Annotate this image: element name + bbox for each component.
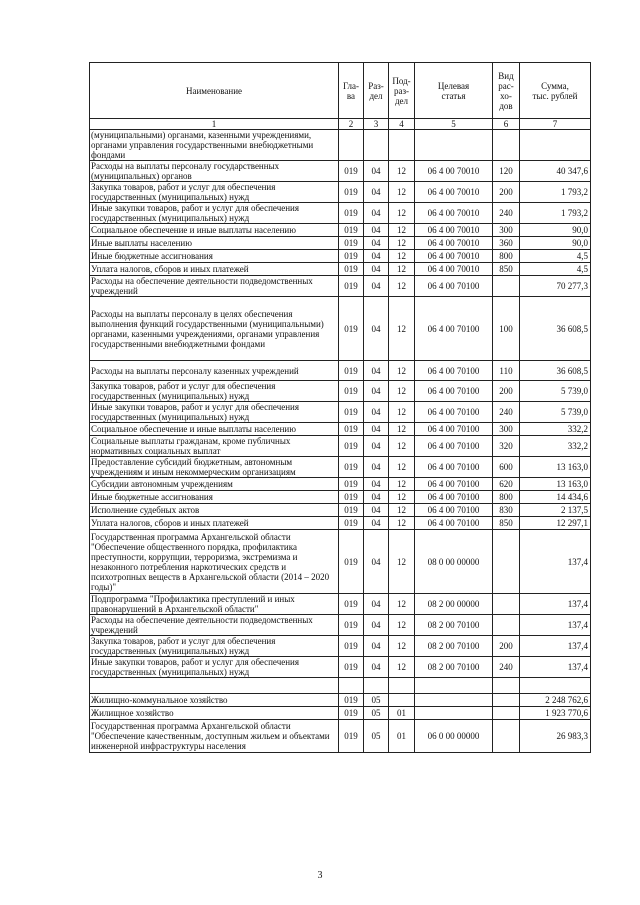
cell-podrazdel: 12 <box>389 615 415 636</box>
cell-razdel: 04 <box>364 594 389 615</box>
cell-sum: 1 793,2 <box>520 203 591 224</box>
cell-vid: 600 <box>493 457 520 478</box>
cell-vid: 200 <box>493 182 520 203</box>
cell-razdel: 04 <box>364 237 389 250</box>
cell-razdel: 04 <box>364 530 389 594</box>
cell-podrazdel: 12 <box>389 297 415 361</box>
cell-glava: 019 <box>339 594 364 615</box>
table-row <box>90 130 591 161</box>
cell-razdel: 04 <box>364 381 389 402</box>
table-row <box>90 491 591 504</box>
cell-target: 06 4 00 70100 <box>415 402 493 423</box>
table-row <box>90 504 591 517</box>
cell-razdel: 04 <box>364 517 389 530</box>
col-number: 4 <box>389 119 415 130</box>
table-row <box>90 436 591 457</box>
cell-sum: 332,2 <box>520 436 591 457</box>
cell-razdel: 04 <box>364 224 389 237</box>
cell-sum: 4,5 <box>520 250 591 263</box>
cell-razdel: 04 <box>364 203 389 224</box>
cell-glava: 019 <box>339 361 364 381</box>
cell-podrazdel <box>389 694 415 707</box>
cell-name: Закупка товаров, работ и услуг для обеспечения государственных (муниципальных) нужд <box>90 182 339 203</box>
table-row <box>90 615 591 636</box>
cell-target: 06 4 00 70100 <box>415 276 493 297</box>
cell-glava: 019 <box>339 491 364 504</box>
table-row <box>90 720 591 753</box>
cell-podrazdel: 12 <box>389 161 415 182</box>
cell-glava: 019 <box>339 237 364 250</box>
cell-vid: 200 <box>493 381 520 402</box>
cell-vid <box>493 720 520 753</box>
cell-podrazdel: 12 <box>389 436 415 457</box>
cell-sum: 90,0 <box>520 237 591 250</box>
cell-podrazdel: 12 <box>389 250 415 263</box>
cell-target: 06 4 00 70010 <box>415 237 493 250</box>
cell-glava: 019 <box>339 250 364 263</box>
cell-name: Социальные выплаты гражданам, кроме публичных нормативных социальных выплат <box>90 436 339 457</box>
cell-vid: 110 <box>493 361 520 381</box>
table-row <box>90 276 591 297</box>
cell-vid: 120 <box>493 161 520 182</box>
cell-vid <box>493 130 520 161</box>
cell-podrazdel: 01 <box>389 720 415 753</box>
cell-sum: 12 297,1 <box>520 517 591 530</box>
cell-target: 06 4 00 70100 <box>415 457 493 478</box>
cell-podrazdel: 12 <box>389 478 415 491</box>
cell-vid <box>493 615 520 636</box>
cell-sum: 40 347,6 <box>520 161 591 182</box>
cell-glava <box>339 130 364 161</box>
column-number-row <box>90 119 591 130</box>
cell-glava: 019 <box>339 615 364 636</box>
cell-target <box>415 707 493 720</box>
cell-target: 08 2 00 70100 <box>415 615 493 636</box>
cell-name: Государственная программа Архангельской области "Обеспечение общественного порядка, профилактика преступности, коррупции, терроризма, экстремизма и незаконного потребления наркотических средств и психотропных веществ в Архангельской области (2014 – 2020 годы)" <box>90 530 339 594</box>
cell-target: 06 4 00 70100 <box>415 478 493 491</box>
cell-name: Закупка товаров, работ и услуг для обеспечения государственных (муниципальных) нужд <box>90 381 339 402</box>
cell-razdel <box>364 130 389 161</box>
cell-sum: 13 163,0 <box>520 457 591 478</box>
cell-name: Уплата налогов, сборов и иных платежей <box>90 517 339 530</box>
cell-razdel: 04 <box>364 250 389 263</box>
cell-podrazdel: 12 <box>389 491 415 504</box>
cell-name <box>90 678 339 694</box>
cell-name: Иные закупки товаров, работ и услуг для обеспечения государственных (муниципальных) нужд <box>90 402 339 423</box>
cell-sum: 1 793,2 <box>520 182 591 203</box>
cell-vid: 240 <box>493 657 520 678</box>
cell-razdel: 05 <box>364 694 389 707</box>
cell-sum: 137,4 <box>520 636 591 657</box>
cell-razdel: 04 <box>364 436 389 457</box>
cell-glava: 019 <box>339 161 364 182</box>
cell-razdel: 04 <box>364 657 389 678</box>
cell-glava: 019 <box>339 720 364 753</box>
cell-target: 06 4 00 70100 <box>415 436 493 457</box>
cell-podrazdel <box>389 678 415 694</box>
cell-glava: 019 <box>339 657 364 678</box>
page-number: 3 <box>317 870 323 881</box>
cell-name: Исполнение судебных актов <box>90 504 339 517</box>
col-number: 3 <box>364 119 389 130</box>
cell-target: 08 2 00 70100 <box>415 657 493 678</box>
cell-sum: 36 608,5 <box>520 297 591 361</box>
cell-name: Предоставление субсидий бюджетным, автономным учреждениям и иным некоммерческим организациям <box>90 457 339 478</box>
header-razdel: Раз- дел <box>364 63 389 119</box>
table-row <box>90 361 591 381</box>
cell-vid <box>493 594 520 615</box>
table-row <box>90 707 591 720</box>
cell-vid <box>493 678 520 694</box>
cell-glava: 019 <box>339 297 364 361</box>
cell-sum: 14 434,6 <box>520 491 591 504</box>
table-row <box>90 297 591 361</box>
cell-podrazdel: 12 <box>389 361 415 381</box>
cell-target: 06 4 00 70010 <box>415 203 493 224</box>
cell-target: 06 4 00 70010 <box>415 224 493 237</box>
table-row <box>90 182 591 203</box>
cell-vid: 240 <box>493 402 520 423</box>
cell-razdel: 05 <box>364 707 389 720</box>
cell-name: Расходы на выплаты персоналу в целях обеспечения выполнения функций государственными (муниципальными) органами, казенными учреждениями, органами управления государственными внебюджетными фондами <box>90 297 339 361</box>
cell-target: 08 2 00 00000 <box>415 594 493 615</box>
cell-razdel: 05 <box>364 720 389 753</box>
cell-vid: 850 <box>493 517 520 530</box>
cell-name: Закупка товаров, работ и услуг для обеспечения государственных (муниципальных) нужд <box>90 636 339 657</box>
table-row <box>90 594 591 615</box>
cell-sum: 2 137,5 <box>520 504 591 517</box>
cell-razdel: 04 <box>364 263 389 276</box>
table-row <box>90 224 591 237</box>
cell-glava: 019 <box>339 203 364 224</box>
cell-podrazdel: 12 <box>389 402 415 423</box>
cell-sum: 4,5 <box>520 263 591 276</box>
cell-vid: 800 <box>493 491 520 504</box>
cell-name: Жилищно-коммунальное хозяйство <box>90 694 339 707</box>
cell-glava <box>339 678 364 694</box>
header-sum: Сумма, тыс. рублей <box>520 63 591 119</box>
col-number: 6 <box>493 119 520 130</box>
cell-target: 06 4 00 70100 <box>415 423 493 436</box>
cell-target: 08 2 00 70100 <box>415 636 493 657</box>
header-glava: Гла- ва <box>339 63 364 119</box>
cell-razdel: 04 <box>364 276 389 297</box>
table-row <box>90 678 591 694</box>
cell-razdel: 04 <box>364 161 389 182</box>
cell-target: 06 4 00 70010 <box>415 263 493 276</box>
table-row <box>90 636 591 657</box>
table-body <box>90 130 591 753</box>
cell-podrazdel: 12 <box>389 237 415 250</box>
cell-vid <box>493 707 520 720</box>
cell-podrazdel: 12 <box>389 457 415 478</box>
cell-name: Иные бюджетные ассигнования <box>90 250 339 263</box>
header-target: Целевая статья <box>415 63 493 119</box>
cell-podrazdel: 12 <box>389 276 415 297</box>
cell-name: Расходы на обеспечение деятельности подведомственных учреждений <box>90 615 339 636</box>
cell-target: 06 4 00 70100 <box>415 517 493 530</box>
cell-podrazdel: 12 <box>389 203 415 224</box>
cell-vid: 240 <box>493 203 520 224</box>
cell-sum: 70 277,3 <box>520 276 591 297</box>
table-row <box>90 530 591 594</box>
cell-glava: 019 <box>339 694 364 707</box>
cell-name: Социальное обеспечение и иные выплаты населению <box>90 423 339 436</box>
cell-glava: 019 <box>339 707 364 720</box>
cell-glava: 019 <box>339 436 364 457</box>
cell-vid: 830 <box>493 504 520 517</box>
cell-razdel: 04 <box>364 504 389 517</box>
cell-vid: 300 <box>493 224 520 237</box>
cell-target: 06 4 00 70100 <box>415 491 493 504</box>
cell-glava: 019 <box>339 402 364 423</box>
header-podrazdel: Под- раз- дел <box>389 63 415 119</box>
cell-target: 06 4 00 70010 <box>415 250 493 263</box>
cell-glava: 019 <box>339 457 364 478</box>
cell-vid: 620 <box>493 478 520 491</box>
table-row <box>90 657 591 678</box>
cell-glava: 019 <box>339 478 364 491</box>
cell-podrazdel: 12 <box>389 224 415 237</box>
cell-podrazdel: 01 <box>389 707 415 720</box>
cell-sum: 5 739,0 <box>520 381 591 402</box>
cell-vid <box>493 530 520 594</box>
cell-glava: 019 <box>339 263 364 276</box>
table-row <box>90 457 591 478</box>
cell-razdel: 04 <box>364 402 389 423</box>
table-row <box>90 517 591 530</box>
cell-glava: 019 <box>339 530 364 594</box>
table-row <box>90 203 591 224</box>
cell-target: 08 0 00 00000 <box>415 530 493 594</box>
cell-podrazdel: 12 <box>389 263 415 276</box>
cell-name: Жилищное хозяйство <box>90 707 339 720</box>
col-number: 5 <box>415 119 493 130</box>
cell-vid: 300 <box>493 423 520 436</box>
table-row <box>90 423 591 436</box>
cell-sum: 137,4 <box>520 594 591 615</box>
cell-name: Подпрограмма "Профилактика преступлений и иных правонарушений в Архангельской области" <box>90 594 339 615</box>
cell-vid <box>493 276 520 297</box>
table-header-row <box>90 63 591 119</box>
table-row <box>90 250 591 263</box>
cell-glava: 019 <box>339 182 364 203</box>
cell-glava: 019 <box>339 224 364 237</box>
table-row <box>90 161 591 182</box>
cell-razdel: 04 <box>364 615 389 636</box>
table-row <box>90 694 591 707</box>
cell-podrazdel: 12 <box>389 530 415 594</box>
cell-podrazdel: 12 <box>389 423 415 436</box>
col-number: 7 <box>520 119 591 130</box>
budget-table <box>89 62 591 753</box>
cell-glava: 019 <box>339 636 364 657</box>
table-row <box>90 381 591 402</box>
table-row <box>90 237 591 250</box>
cell-target <box>415 678 493 694</box>
cell-vid: 200 <box>493 636 520 657</box>
cell-razdel: 04 <box>364 423 389 436</box>
cell-razdel: 04 <box>364 491 389 504</box>
cell-sum: 36 608,5 <box>520 361 591 381</box>
table-row <box>90 478 591 491</box>
cell-sum: 26 983,3 <box>520 720 591 753</box>
col-number: 1 <box>90 119 339 130</box>
cell-sum: 137,4 <box>520 530 591 594</box>
cell-sum: 2 248 762,6 <box>520 694 591 707</box>
cell-target: 06 4 00 70100 <box>415 361 493 381</box>
cell-vid: 360 <box>493 237 520 250</box>
table-row <box>90 402 591 423</box>
cell-name: Иные бюджетные ассигнования <box>90 491 339 504</box>
cell-podrazdel: 12 <box>389 657 415 678</box>
cell-name: Иные закупки товаров, работ и услуг для обеспечения государственных (муниципальных) нужд <box>90 657 339 678</box>
cell-sum: 90,0 <box>520 224 591 237</box>
cell-name: Иные закупки товаров, работ и услуг для обеспечения государственных (муниципальных) нужд <box>90 203 339 224</box>
cell-razdel <box>364 678 389 694</box>
cell-razdel: 04 <box>364 478 389 491</box>
cell-vid: 800 <box>493 250 520 263</box>
cell-podrazdel: 12 <box>389 517 415 530</box>
cell-name: Уплата налогов, сборов и иных платежей <box>90 263 339 276</box>
cell-podrazdel: 12 <box>389 182 415 203</box>
cell-vid: 850 <box>493 263 520 276</box>
col-number: 2 <box>339 119 364 130</box>
cell-razdel: 04 <box>364 636 389 657</box>
cell-razdel: 04 <box>364 182 389 203</box>
cell-target <box>415 130 493 161</box>
cell-razdel: 04 <box>364 457 389 478</box>
cell-name: Расходы на выплаты персоналу казенных учреждений <box>90 361 339 381</box>
cell-glava: 019 <box>339 276 364 297</box>
cell-name: Субсидии автономным учреждениям <box>90 478 339 491</box>
cell-target: 06 4 00 70100 <box>415 297 493 361</box>
cell-podrazdel <box>389 130 415 161</box>
cell-name: Расходы на выплаты персоналу государственных (муниципальных) органов <box>90 161 339 182</box>
cell-target: 06 4 00 70100 <box>415 504 493 517</box>
cell-sum: 137,4 <box>520 657 591 678</box>
cell-glava: 019 <box>339 517 364 530</box>
cell-target <box>415 694 493 707</box>
header-vid: Вид рас- хо- дов <box>493 63 520 119</box>
cell-name: Иные выплаты населению <box>90 237 339 250</box>
cell-sum: 1 923 770,6 <box>520 707 591 720</box>
cell-podrazdel: 12 <box>389 381 415 402</box>
table-row <box>90 263 591 276</box>
cell-glava: 019 <box>339 381 364 402</box>
cell-podrazdel: 12 <box>389 594 415 615</box>
cell-sum <box>520 130 591 161</box>
cell-target: 06 4 00 70010 <box>415 161 493 182</box>
cell-name: Государственная программа Архангельской области "Обеспечение качественным, доступным жильем и объектами инженерной инфраструктуры населения <box>90 720 339 753</box>
cell-podrazdel: 12 <box>389 504 415 517</box>
cell-name: (муниципальными) органами, казенными учреждениями, органами управления государственными внебюджетными фондами <box>90 130 339 161</box>
cell-vid: 320 <box>493 436 520 457</box>
cell-sum: 13 163,0 <box>520 478 591 491</box>
cell-name: Расходы на обеспечение деятельности подведомственных учреждений <box>90 276 339 297</box>
cell-sum <box>520 678 591 694</box>
cell-sum: 137,4 <box>520 615 591 636</box>
cell-razdel: 04 <box>364 297 389 361</box>
cell-razdel: 04 <box>364 361 389 381</box>
cell-vid <box>493 694 520 707</box>
cell-target: 06 0 00 00000 <box>415 720 493 753</box>
cell-glava: 019 <box>339 423 364 436</box>
cell-target: 06 4 00 70010 <box>415 182 493 203</box>
cell-podrazdel: 12 <box>389 636 415 657</box>
cell-sum: 5 739,0 <box>520 402 591 423</box>
cell-vid: 100 <box>493 297 520 361</box>
cell-glava: 019 <box>339 504 364 517</box>
cell-target: 06 4 00 70100 <box>415 381 493 402</box>
header-name: Наименование <box>90 63 339 119</box>
cell-name: Социальное обеспечение и иные выплаты населению <box>90 224 339 237</box>
cell-sum: 332,2 <box>520 423 591 436</box>
